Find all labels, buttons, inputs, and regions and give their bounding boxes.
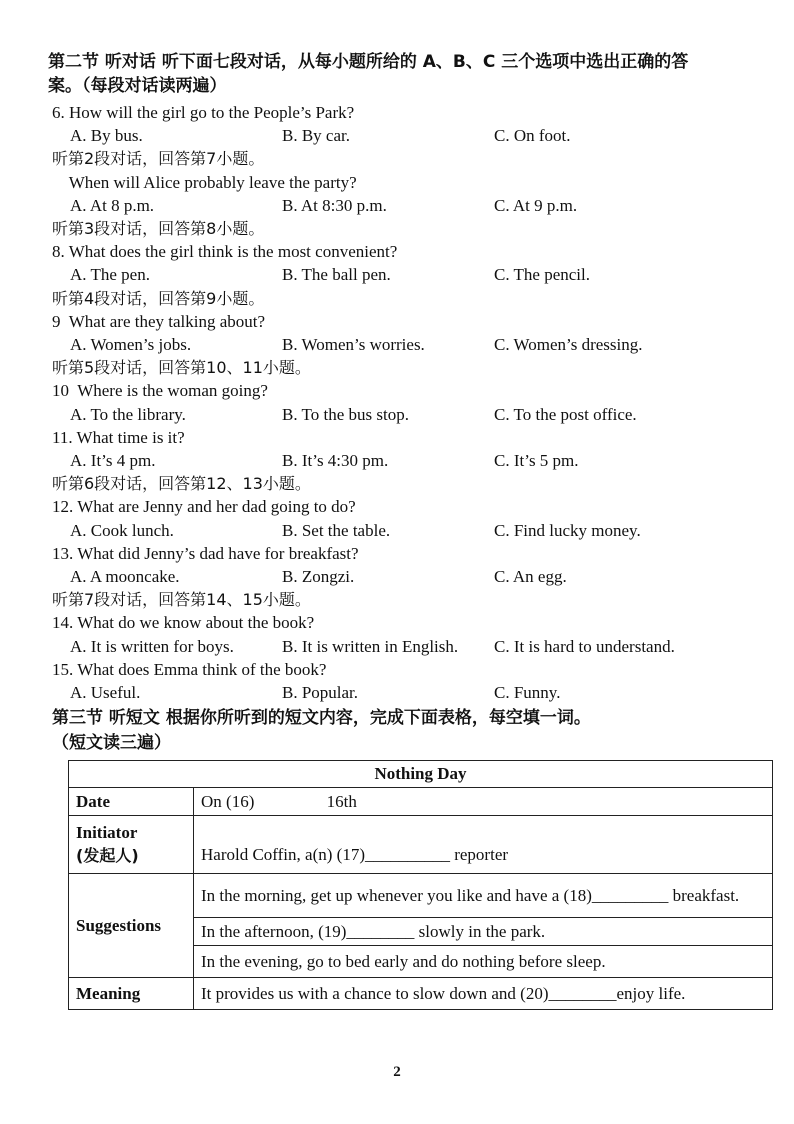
option-a: A. The pen. <box>70 265 150 284</box>
dialogue-instruction: 听第6段对话，回答第12、13小题。 <box>52 474 311 493</box>
suggestion-3: In the evening, go to bed early and do nothing before sleep. <box>194 946 773 978</box>
table-title-row <box>69 761 773 788</box>
option-a: A. By bus. <box>70 126 143 145</box>
option-a: A. A mooncake. <box>70 567 180 586</box>
option-b: B. The ball pen. <box>282 265 391 284</box>
table-row <box>69 978 773 1010</box>
option-b: B. Women’s worries. <box>282 335 425 354</box>
option-a: A. Cook lunch. <box>70 521 174 540</box>
suggestions-label: Suggestions <box>69 874 194 978</box>
dialogue-instruction: 听第4段对话，回答第9小题。 <box>52 289 265 308</box>
option-b: B. To the bus stop. <box>282 405 409 424</box>
option-c: C. Funny. <box>494 683 561 702</box>
option-a: A. Women’s jobs. <box>70 335 192 354</box>
suggestion-2: In the afternoon, (19)________ slowly in the park. <box>194 918 773 946</box>
initiator-label-cn: (发起人) <box>76 846 139 865</box>
question-text: 9 What are they talking about? <box>52 312 266 331</box>
section3-title-line2: （短文读三遍） <box>52 733 171 753</box>
option-b: B. At 8:30 p.m. <box>282 196 387 215</box>
initiator-label-cell <box>69 816 194 874</box>
table-title: Nothing Day <box>69 761 773 788</box>
option-b: B. By car. <box>282 126 350 145</box>
option-c: C. At 9 p.m. <box>494 196 578 215</box>
table-row <box>69 816 773 874</box>
option-a: A. To the library. <box>70 405 186 424</box>
section2-title-line1: 第二节 听对话 听下面七段对话，从每小题所给的 A、B、C 三个选项中选出正确的答 <box>48 52 689 72</box>
option-b: B. Popular. <box>282 683 359 702</box>
table-row <box>69 874 773 918</box>
meaning-value: It provides us with a chance to slow down and (20)________enjoy life. <box>194 978 773 1010</box>
initiator-value: Harold Coffin, a(n) (17)__________ reporter <box>194 816 773 874</box>
option-b: B. Set the table. <box>282 521 391 540</box>
question-text: When will Alice probably leave the party? <box>52 173 357 192</box>
option-b: B. Zongzi. <box>282 567 355 586</box>
date-value: On (16) 16th <box>194 788 773 816</box>
option-c: C. To the post office. <box>494 405 637 424</box>
nothing-day-table <box>68 760 773 1010</box>
question-text: 13. What did Jenny’s dad have for breakfast? <box>52 544 359 563</box>
table-row <box>69 788 773 816</box>
option-a: A. It’s 4 pm. <box>70 451 156 470</box>
question-text: 11. What time is it? <box>52 428 185 447</box>
option-a: A. It is written for boys. <box>70 637 234 656</box>
meaning-label: Meaning <box>69 978 194 1010</box>
option-c: C. It is hard to understand. <box>494 637 675 656</box>
section2-title-line2: 案。（每段对话读两遍） <box>48 76 227 96</box>
section3-title-line1: 第三节 听短文 根据你所听到的短文内容，完成下面表格，每空填一词。 <box>52 708 591 728</box>
option-c: C. It’s 5 pm. <box>494 451 579 470</box>
question-text: 14. What do we know about the book? <box>52 613 315 632</box>
date-label: Date <box>69 788 194 816</box>
question-text: 6. How will the girl go to the People’s Park? <box>52 103 355 122</box>
dialogue-instruction: 听第7段对话，回答第14、15小题。 <box>52 590 311 609</box>
question-text: 10 Where is the woman going? <box>52 381 268 400</box>
option-c: C. The pencil. <box>494 265 590 284</box>
option-c: C. Women’s dressing. <box>494 335 643 354</box>
option-c: C. An egg. <box>494 567 567 586</box>
option-b: B. It is written in English. <box>282 637 459 656</box>
option-b: B. It’s 4:30 pm. <box>282 451 389 470</box>
option-c: C. On foot. <box>494 126 571 145</box>
question-text: 12. What are Jenny and her dad going to do? <box>52 497 356 516</box>
dialogue-instruction: 听第2段对话，回答第7小题。 <box>52 149 265 168</box>
suggestion-1: In the morning, get up whenever you like and have a (18)_________ breakfast. <box>194 874 773 918</box>
initiator-label: Initiator <box>76 823 138 842</box>
dialogue-instruction: 听第5段对话，回答第10、11小题。 <box>52 358 311 377</box>
option-c: C. Find lucky money. <box>494 521 641 540</box>
dialogue-instruction: 听第3段对话，回答第8小题。 <box>52 219 265 238</box>
option-a: A. At 8 p.m. <box>70 196 155 215</box>
option-a: A. Useful. <box>70 683 141 702</box>
question-text: 15. What does Emma think of the book? <box>52 660 327 679</box>
question-text: 8. What does the girl think is the most convenient? <box>52 242 398 261</box>
page-number: 2 <box>393 1064 401 1080</box>
